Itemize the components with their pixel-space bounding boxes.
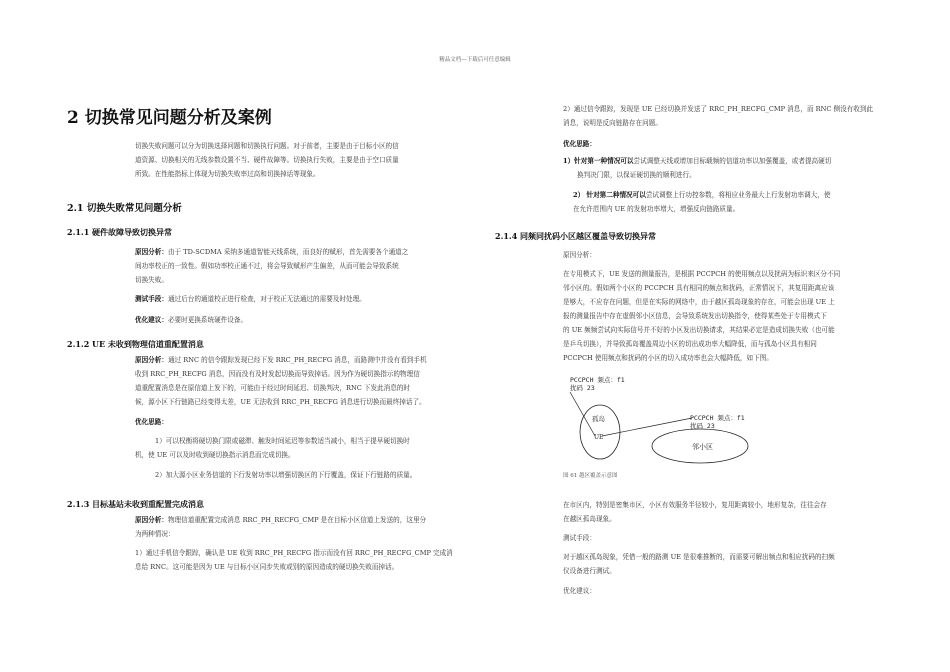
ue-to-right-line	[602, 418, 692, 436]
right-test: 对于越区孤岛现象，凭借一般的路测 UE 是很难推断的，而需要可解出频点和相应扰码的扫频 仪设备进行测试。	[563, 553, 835, 575]
section-2-1-4-title: 2.1.4 同频同扰码小区越区覆盖导致切换异常	[495, 231, 657, 241]
right-opt-label: 优化思路：	[563, 140, 596, 148]
s211-cause: 原因分析：由于 TD-SCDMA 采纳多通道智能天线系统，而良好的赋形，首先需要各个通道之 间功率校正的一致性。假如功率校正通不过，将会导致赋形产生偏差，从而可能会导致系统 切换失败。	[135, 248, 409, 284]
s212-opt2: 2）加大源小区业务信道的下行发射功率以增强切换区的下行覆盖，保证下行链路的质量。	[155, 471, 417, 479]
section-2-1-3-title: 2.1.3 目标基站未收到重配置完成消息	[67, 499, 205, 509]
s213-case1: 1）通过手机信令跟踪，确认是 UE 收到 RRC_PH_RECFG 指示而没有回 RRC_PH_RECFG_CMP 完成消 息给 RNC。这可能是因为 UE 与目标小区同步失败或别的原因造成的硬切换失败而掉话。	[135, 549, 453, 571]
s212-opt1: 1）可以权衡将硬切换门限或磁滞、触发时间延迟等参数适当减小，相当于提早硬切换时 机，使 UE 可以及时收到硬切换指示消息而完成切换。	[135, 437, 410, 459]
right-case2: 2）通过信令跟踪，发现是 UE 已经切换并发送了 RRC_PH_RECFG_CMP 消息，而 RNC 侧没有收到此 消息，说明是反向链路存在问题。	[563, 105, 874, 127]
s214-cause: 在专用模式下，UE 发送的测量报告，是根据 PCCPCH 的使用频点以及扰码为标识来区分不同 邻小区的。假如两个小区的 PCCPCH 具有相同的频点和扰码，正常情况下，其复用距离应该 是够大，不应存在问题，但是在实际的网络中，由于越区孤岛现象的存在，可能会出现 UE 上 报的测量报告中存在虚假邻小区信息，会导致系统发出切换指令，使得某些处于专用模式下 的 UE 频频尝试向实际信号并不好的小区发出切换请求，其结果必定是造成切换失败（也可能 是乒乓切换），并导致孤岛覆盖周边小区的切出成功率大幅降低，而与孤岛小区具有相同 PCCPCH 使用频点和扰码的小区的切入成功率也会大幅降低，如下图。	[563, 270, 841, 362]
fig-island-label: 孤岛	[592, 415, 605, 423]
coverage-figure	[560, 374, 780, 474]
right-after: 在市区内，特别是密集市区，小区有效服务半径较小，复用距离较小，地形复杂，往往会存 在越区孤岛现象。	[563, 501, 827, 523]
right-opt2: 2） 针对第二种情况可以尝试调整上行功控参数，将相应业务最大上行发射功率调大，使 在允许范围内 UE 的发射功率增大，增强反向链路质量。	[573, 191, 831, 213]
section-2-1-title: 2.1 切换失败常见问题分析	[67, 203, 182, 214]
intro-paragraph: 切换失败问题可以分为切换选择问题和切换执行问题。对于前者，主要是由于目标小区的信 道资源、切换相关的无线参数设置不当、硬件故障等。切换执行失败，主要是由于空口质量 所致。在性能指标上体现为切换失败率过高和切换掉话等现象。	[135, 142, 399, 178]
chapter-title: 2 切换常见问题分析及案例	[67, 108, 272, 128]
fig-top-label: PCCPCH 频点：f1 扰码 23	[570, 376, 625, 392]
figure-caption: 图 61 越区覆盖示意图	[563, 473, 618, 479]
s211-test: 测试手段：通过后台的通道校正进行检查，对于校正无法通过的需要及时处理。	[135, 295, 366, 303]
right-opt1: 1）针对第一种情况可以尝试调整天线或增加目标载频的信道功率以加强覆盖，或者提高硬切 换判决门限，以保证硬切换的顺利进行。	[563, 157, 832, 179]
fig-right-label: PCCPCH 频点：f1 扰码 23	[690, 414, 745, 430]
fig-neighbor-label: 邻小区	[692, 443, 713, 451]
section-2-1-2-title: 2.1.2 UE 未收到物理信道重配置消息	[67, 339, 204, 349]
right-opt-label-2: 优化建议：	[563, 587, 596, 595]
fig-ue-label: UE	[594, 434, 604, 441]
page-header: 精品文档---下载后可任意编辑	[439, 57, 511, 63]
s212-cause: 原因分析：通过 RNC 的信令跟踪发现已经下发 RRC_PH_RECFG 消息，而路测中并没有看到手机 收到 RRC_PH_RECFG 消息，因而没有及时发起切换而导致掉话。因为作为硬切换指示的物理信 道重配置消息是在原信道上发下的，可能由于经过时间延迟、切换判决，RNC 下发此消息的时 候，源小区下行链路已经变得太差，UE 无法收到 RRC_PH_RECFG 消息进行切换而最终掉话了。	[135, 356, 427, 406]
right-test-label: 测试手段：	[563, 534, 596, 542]
section-2-1-1-title: 2.1.1 硬件故障导致切换异常	[67, 227, 173, 237]
s213-cause: 原因分析：物理信道重配置完成消息 RRC_PH_RECFG_CMP 是在目标小区信道上发送的，这里分 为两种情况：	[135, 516, 427, 538]
s212-opt-label: 优化思路：	[135, 418, 168, 426]
s214-cause-label: 原因分析：	[563, 251, 596, 259]
s211-opt: 优化建议：必要时更换系统硬件设备。	[135, 316, 248, 324]
